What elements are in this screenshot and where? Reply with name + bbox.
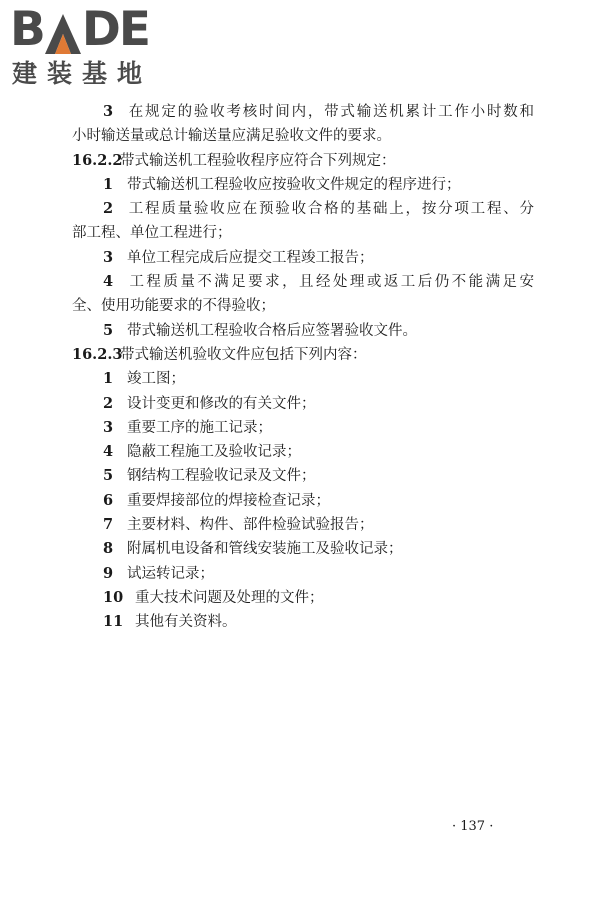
- line-text: 附属机电设备和管线安装施工及验收记录；: [127, 541, 403, 558]
- line-text: 隐蔽工程施工及验收记录；: [127, 444, 301, 461]
- list-item: [72, 513, 534, 537]
- list-item: [72, 246, 534, 270]
- item-number: 4: [103, 443, 114, 461]
- list-item: [72, 562, 534, 586]
- item-number: 7: [103, 516, 114, 534]
- page-number: · 137 ·: [452, 819, 494, 834]
- continuation-line: [72, 221, 534, 245]
- logo-chinese-text: 建装基地: [12, 59, 153, 88]
- line-text: 竣工图；: [127, 371, 185, 388]
- line-text: 主要材料、构件、部件检验试验报告；: [127, 517, 374, 534]
- line-text: 试运转记录；: [127, 565, 214, 582]
- item-number: 6: [103, 491, 114, 509]
- list-item: [72, 270, 534, 294]
- logo-letter-a-icon: [45, 14, 81, 54]
- list-item: [72, 537, 534, 561]
- item-number: 5: [103, 467, 114, 485]
- line-text: 工程质量不满足要求，且经处理或返工后仍不能满足安: [127, 274, 534, 291]
- item-number: 8: [103, 540, 114, 558]
- continuation-line: [72, 294, 534, 318]
- item-number: 3: [103, 248, 114, 266]
- line-text: 带式输送机工程验收程序应符合下列规定：: [120, 152, 396, 169]
- line-text: 重要焊接部位的焊接检查记录；: [127, 492, 330, 509]
- clause-number: 16.2.2: [72, 151, 123, 169]
- line-text: 部工程、单位工程进行；: [72, 225, 232, 242]
- list-item: [72, 173, 534, 197]
- line-text: 重大技术问题及处理的文件；: [135, 589, 324, 606]
- logo-letters-de: DE: [81, 2, 149, 57]
- item-number: 2: [103, 200, 114, 218]
- document-body: [72, 100, 534, 635]
- item-number: 4: [103, 273, 114, 291]
- line-text: 带式输送机工程验收应按验收文件规定的程序进行；: [127, 176, 461, 193]
- list-item: [72, 586, 534, 610]
- list-item: [72, 367, 534, 391]
- item-number: 5: [103, 321, 114, 339]
- list-item: [72, 100, 534, 124]
- line-text: 小时输送量或总计输送量应满足验收文件的要求。: [72, 128, 391, 145]
- line-text: 设计变更和修改的有关文件；: [127, 395, 316, 412]
- line-text: 工程质量验收应在预验收合格的基础上，按分项工程、分: [127, 201, 534, 218]
- item-number: 3: [103, 103, 114, 120]
- list-item: [72, 319, 534, 343]
- list-item: [72, 197, 534, 221]
- list-item: [72, 610, 534, 634]
- line-text: 重要工序的施工记录；: [127, 419, 272, 436]
- item-number: 2: [103, 394, 114, 412]
- list-item: [72, 416, 534, 440]
- item-number: 10: [103, 588, 124, 606]
- item-number: 1: [103, 370, 114, 388]
- logo-wordmark: [10, 2, 149, 57]
- clause-line: [72, 343, 534, 367]
- list-item: [72, 392, 534, 416]
- bade-logo: [10, 2, 180, 88]
- line-text: 单位工程完成后应提交工程竣工报告；: [127, 249, 374, 266]
- item-number: 9: [103, 564, 114, 582]
- list-item: [72, 440, 534, 464]
- clause-line: [72, 149, 534, 173]
- list-item: [72, 489, 534, 513]
- line-text: 带式输送机验收文件应包括下列内容：: [120, 346, 367, 363]
- item-number: 1: [103, 175, 114, 193]
- clause-number: 16.2.3: [72, 345, 123, 363]
- continuation-line: [72, 124, 534, 148]
- line-text: 在规定的验收考核时间内，带式输送机累计工作小时数和: [127, 104, 534, 120]
- line-text: 钢结构工程验收记录及文件；: [127, 468, 316, 485]
- item-number: 11: [103, 613, 124, 631]
- item-number: 3: [103, 418, 114, 436]
- line-text: 带式输送机工程验收合格后应签署验收文件。: [127, 322, 417, 339]
- logo-letter-b: B: [10, 2, 44, 57]
- line-text: 全、使用功能要求的不得验收；: [72, 298, 275, 315]
- list-item: [72, 464, 534, 488]
- line-text: 其他有关资料。: [135, 614, 237, 631]
